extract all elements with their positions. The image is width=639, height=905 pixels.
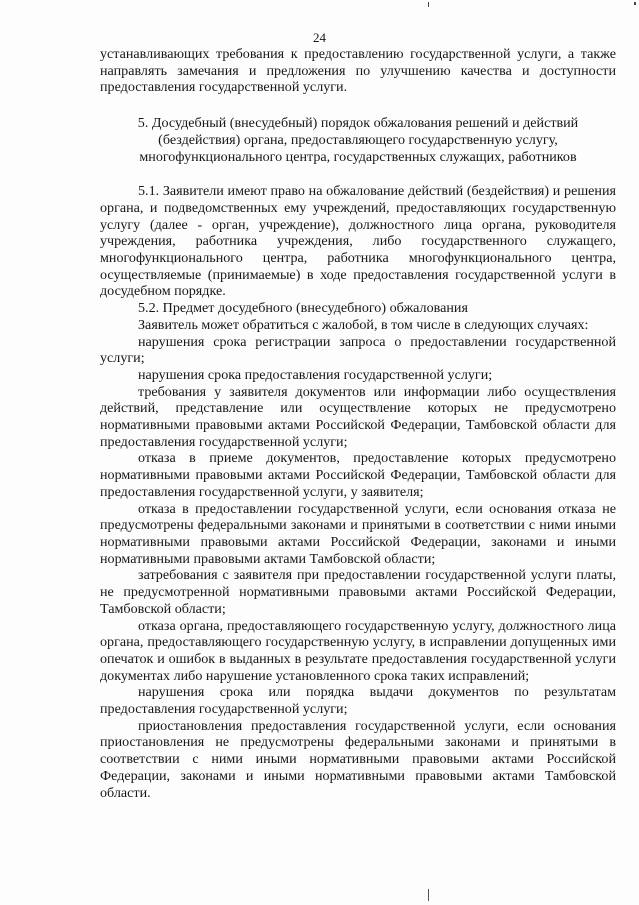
page-number: 24 [313, 30, 326, 45]
intro-paragraph: устанавливающих требования к предоставлению государственной услуги, а также направлять замечания и предложения по улучшению качества и доступности предоставления государственной услуги. [100, 46, 616, 96]
scan-artifact [634, 2, 636, 5]
list-item-refusal-to-accept: отказа в приеме документов, предоставление которых предусмотрено нормативными правовыми актами Российской Федерации, Тамбовской области для предоставления государственной услуги, у заявителя; [100, 450, 616, 500]
list-item-refusal-of-service: отказа в предоставлении государственной услуги, если основания отказа не предусмотрены федеральными законами и принятыми в соответствии с ними иными нормативными правовыми актами Российской Федерации, законами и иными нормативными правовыми актами Тамбовской области; [100, 500, 616, 567]
list-item-correction-refusal: отказа органа, предоставляющего государственную услугу, должностного лица органа, предоставляющего государственную услугу, в исправлении допущенных ими опечаток и ошибок в выданных в результате предоставления государственной услуги документах либо нарушение установленного срока таких исправлений; [100, 617, 616, 684]
list-item-fee-demand: затребования с заявителя при предоставлении государственной услуги платы, не предусмотренной нормативными правовыми актами Российской Федерации, Тамбовской области; [100, 567, 616, 617]
list-item-registration-deadline: нарушения срока регистрации запроса о предоставлении государственной услуги; [100, 333, 616, 367]
spacer [100, 96, 616, 115]
document-body [100, 46, 616, 801]
list-item-document-requirements: требования у заявителя документов или информации либо осуществления действий, представление или осуществление которых не предусмотрено нормативными правовыми актами Российской Федерации, Тамбовской области для предоставления государственной услуги; [100, 383, 616, 450]
list-item-issuance-violation: нарушения срока или порядка выдачи документов по результатам предоставления государственной услуги; [100, 684, 616, 718]
list-item-service-deadline: нарушения срока предоставления государственной услуги; [138, 366, 493, 383]
list-item-suspension: приостановления предоставления государственной услуги, если основания приостановления не предусмотрены федеральными законами и принятыми в соответствии с ними иными нормативными правовыми актами Российской Федерации, законами и иными нормативными правовыми актами Тамбовской области. [100, 717, 616, 801]
paragraph-complaint-intro: Заявитель может обратиться с жалобой, в том числе в следующих случаях: [138, 316, 589, 333]
paragraph-5-1: 5.1. Заявители имеют право на обжалование действий (бездействия) и решения органа, и подведомственных ему учреждений, предоставляющих государственную услугу (далее - орган, учреждение), должностного лица органа, руководителя учреждения, работника учреждения, либо государственного служащего, многофункционального центра, работника многофункционального центра, осуществляемые (принимаемые) в ходе предоставления государственной услуги в досудебном порядке. [100, 183, 616, 300]
section-heading: 5. Досудебный (внесудебный) порядок обжалования решений и действий (бездействия) органа, предоставляющего государственную услугу, многофункционального центра, государственных служащих, работников [137, 115, 579, 165]
scan-artifact [428, 2, 429, 7]
paragraph-5-2-heading: 5.2. Предмет досудебного (внесудебного) обжалования [138, 300, 468, 317]
scan-artifact [428, 889, 429, 901]
spacer [100, 165, 616, 183]
